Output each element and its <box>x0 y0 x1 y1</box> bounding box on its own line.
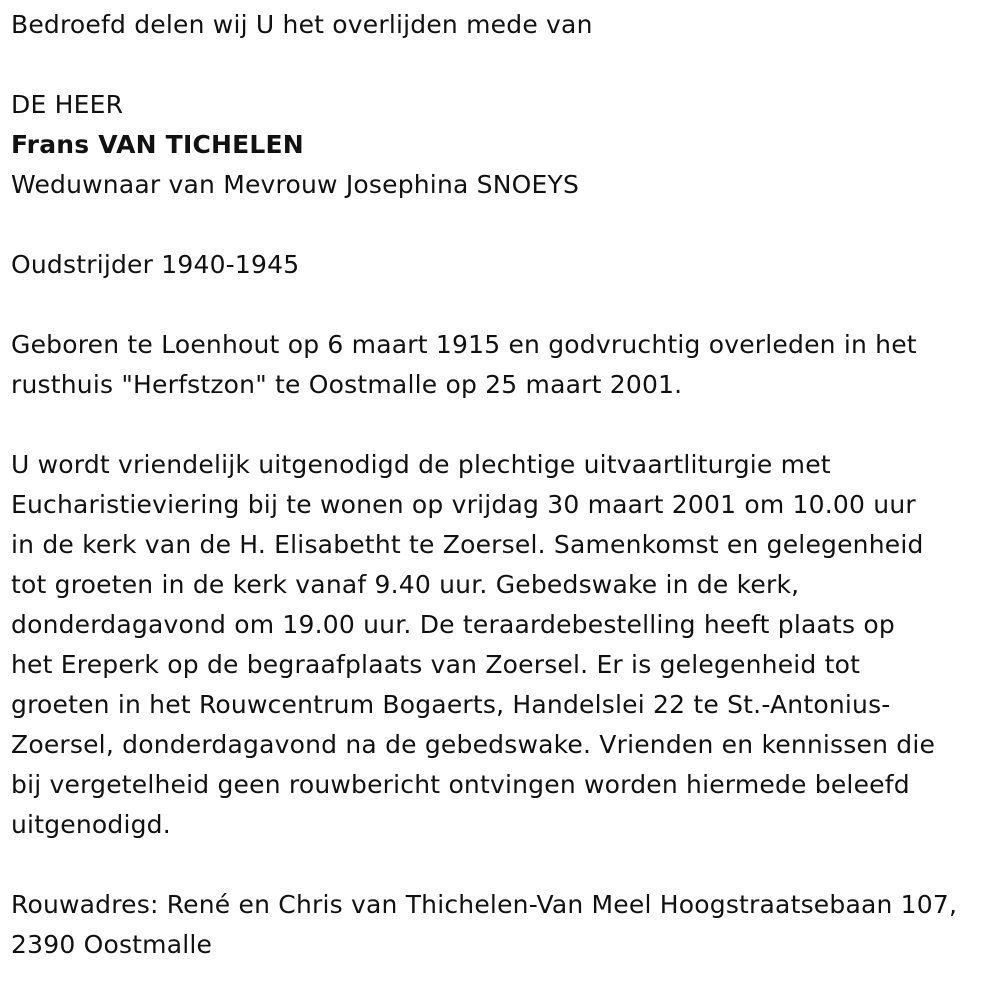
paragraph-line: tot groeten in de kerk vanaf 9.40 uur. Gebedswake in de kerk, <box>11 570 800 599</box>
spacer <box>11 285 990 325</box>
address-paragraph <box>11 885 990 965</box>
paragraph-line: Geboren te Loenhout op 6 maart 1915 en godvruchtig overleden in het <box>11 330 917 359</box>
paragraph-line: Eucharistieviering bij te wonen op vrijdag 30 maart 2001 om 10.00 uur <box>11 490 916 519</box>
paragraph-line: Zoersel, donderdagavond na de gebedswake. Vrienden en kennissen die <box>11 730 936 759</box>
paragraph-line: donderdagavond om 19.00 uur. De teraardebestelling heeft plaats op <box>11 610 895 639</box>
spouse-line: Weduwnaar van Mevrouw Josephina SNOEYS <box>11 170 580 199</box>
service-paragraph <box>11 445 990 845</box>
spacer <box>11 845 990 885</box>
paragraph-line: groeten in het Rouwcentrum Bogaerts, Handelslei 22 te St.-Antonius- <box>11 690 891 719</box>
salutation: DE HEER <box>11 90 124 119</box>
spacer <box>11 205 990 245</box>
deceased-name: Frans VAN TICHELEN <box>11 130 304 159</box>
paragraph-line: Rouwadres: René en Chris van Thichelen-Van Meel Hoogstraatsebaan 107, <box>11 890 958 919</box>
spacer <box>11 405 990 445</box>
intro-text: Bedroefd delen wij U het overlijden mede van <box>11 10 593 39</box>
spacer <box>11 45 990 85</box>
paragraph-line: 2390 Oostmalle <box>11 930 213 959</box>
birth-death-paragraph <box>11 325 990 405</box>
paragraph-line: uitgenodigd. <box>11 810 171 839</box>
paragraph-line: bij vergetelheid geen rouwbericht ontvingen worden hiermede beleefd <box>11 770 910 799</box>
paragraph-line: in de kerk van de H. Elisabetht te Zoersel. Samenkomst en gelegenheid <box>11 530 924 559</box>
veteran-line: Oudstrijder 1940-1945 <box>11 250 300 279</box>
paragraph-line: rusthuis "Herfstzon" te Oostmalle op 25 maart 2001. <box>11 370 683 399</box>
paragraph-line: het Ereperk op de begraafplaats van Zoersel. Er is gelegenheid tot <box>11 650 861 679</box>
paragraph-line: U wordt vriendelijk uitgenodigd de plechtige uitvaartliturgie met <box>11 450 831 479</box>
